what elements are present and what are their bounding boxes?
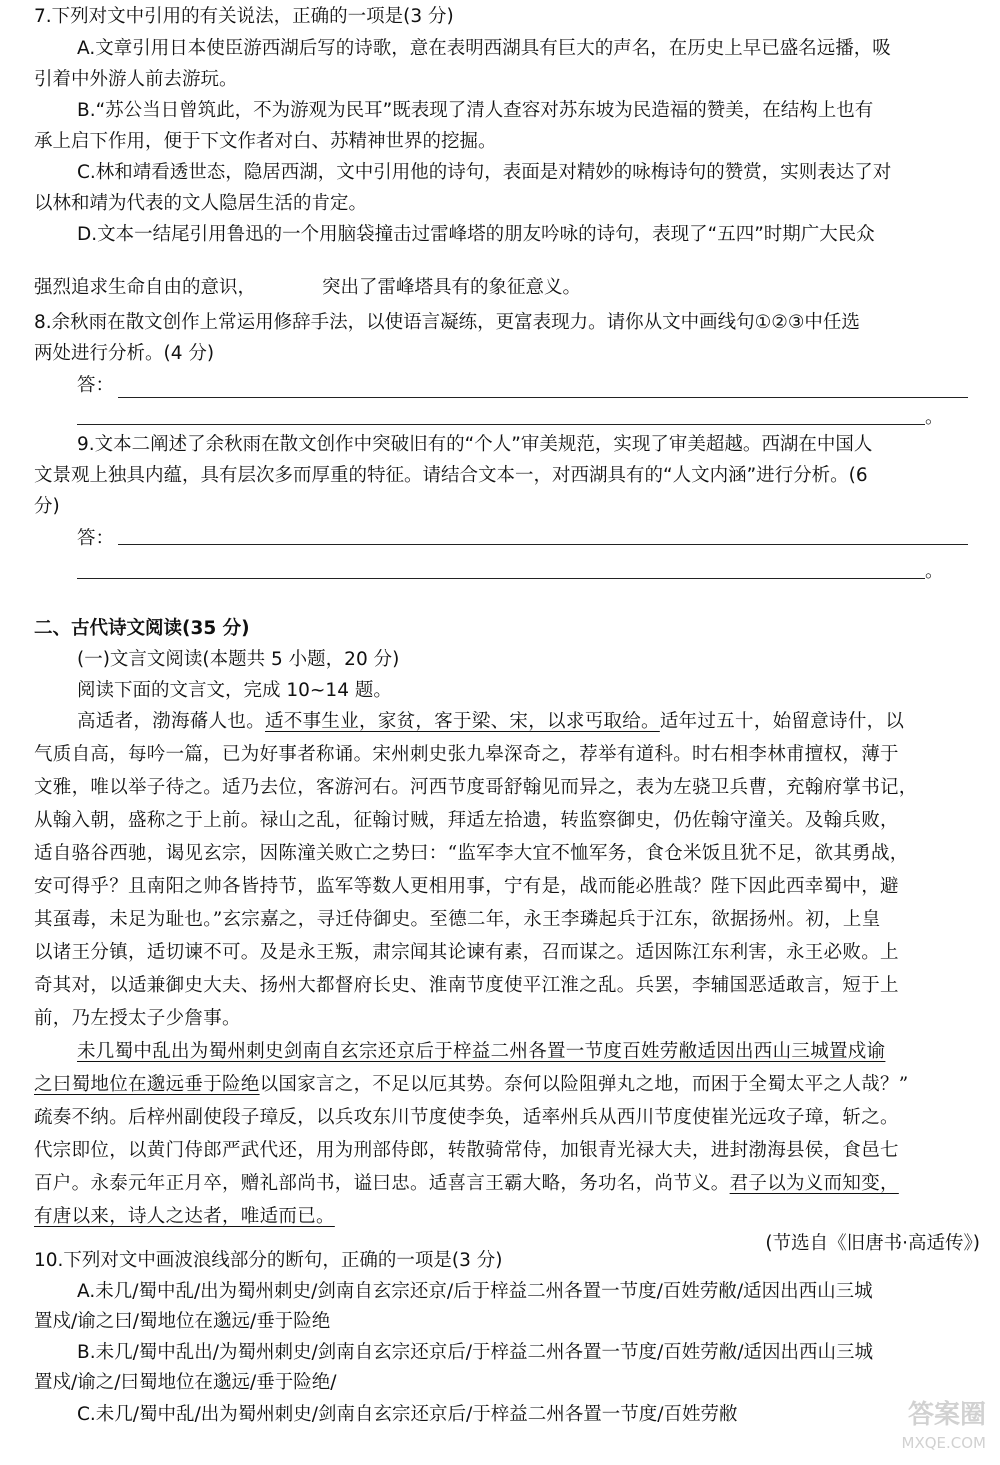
q8-end-mark: 。 <box>925 407 944 428</box>
q8-answer-label: 答： <box>77 375 115 396</box>
q9-stem: 9.文本二阐述了余秋雨在散文创作中突破旧有的“个人”审美规范，实现了审美超越。西湖在中国人 <box>77 434 873 455</box>
watermark-text: 答案圈 <box>907 1400 986 1430</box>
q10-stem: 10.下列对文中画波浪线部分的断句，正确的一项是(3 分) <box>34 1250 503 1271</box>
q9-end-mark: 。 <box>925 561 944 582</box>
section-subtitle: (一)文言文阅读(本题共 5 小题，20 分) <box>77 649 400 670</box>
q10-option-b: B.未几/蜀中乱出/为蜀州刺史/剑南自玄宗还京后/于梓益二州各置一节度/百姓劳敝/适因出西山三城 <box>77 1342 873 1363</box>
q7-option-b-cont: 承上启下作用，便于下文作者对白、苏精神世界的挖掘。 <box>34 131 497 152</box>
passage-line: 其虿毒，未足为耻也。”玄宗嘉之，寻迁侍御史。至德二年，永王李璘起兵于江东，欲据扬州。初，上皇 <box>34 909 881 930</box>
q10-option-c: C.未几/蜀中乱/出为蜀州刺史/剑南自玄宗还京后/于梓益二州各置一节度/百姓劳敝 <box>77 1404 738 1425</box>
q10-option-a: A.未几/蜀中乱/出为蜀州刺史/剑南自玄宗还京/后于梓益二州各置一节度/百姓劳敝/适因出西山三城 <box>77 1281 873 1302</box>
q9-answer-label: 答： <box>77 528 115 549</box>
underlined-sentence: 适不事生业，家贫，客于梁、宋，以求丐取给。 <box>265 711 660 732</box>
q8-answer-line-1[interactable] <box>118 397 968 398</box>
q10-option-a-cont: 置戍/谕之曰/蜀地位在邈远/垂于险绝 <box>34 1311 331 1332</box>
passage-source: (节选自《旧唐书·高适传》) <box>765 1233 980 1254</box>
passage-line <box>77 707 904 737</box>
q9-stem-cont-1: 文景观上独具内蕴，具有层次多而厚重的特征。请结合文本一，对西湖具有的“人文内涵”进行分析。(6 <box>34 465 868 486</box>
q9-stem-cont-2: 分) <box>34 496 60 517</box>
q7-option-b: B.“苏公当日曾筑此，不为游观为民耳”既表现了清人查容对苏东坡为民造福的赞美，在结构上也有 <box>77 100 874 121</box>
q9-answer-line-2[interactable] <box>77 578 925 579</box>
passage-line: 疏奏不纳。后梓州副使段子璋反，以兵攻东川节度使李奂，适率州兵从西川节度使崔光远攻子璋，斩之。 <box>34 1107 899 1128</box>
passage-line: 适自骆谷西驰，谒见玄宗，因陈潼关败亡之势曰：“监军李大宜不恤军务，食仓米饭且犹不足，欲其勇战， <box>34 843 909 864</box>
q7-option-d-cont-1: 强烈追求生命自由的意识， <box>34 277 257 298</box>
q7-option-c-cont: 以林和靖为代表的文人隐居生活的肯定。 <box>34 193 368 214</box>
q7-option-a: A.文章引用日本使臣游西湖后写的诗歌，意在表明西湖具有巨大的声名，在历史上早已盛名远播，吸 <box>77 38 891 59</box>
q8-stem: 8.余秋雨在散文创作上常运用修辞手法，以使语言凝练，更富表现力。请你从文中画线句①②③中任选 <box>34 312 860 333</box>
underlined-sentence: 君子以为义而知变， <box>729 1173 899 1194</box>
q10-option-b-cont: 置戍/谕之/曰蜀地位在邈远/垂于险绝/ <box>34 1372 337 1393</box>
passage-segment: 百户。永泰元年正月卒，赠礼部尚书，谥曰忠。适喜言王霸大略，务功名，尚节义。 <box>34 1173 730 1194</box>
passage-line <box>34 1169 899 1199</box>
passage-segment: 高适者，渤海蓨人也。 <box>77 711 266 732</box>
passage-segment: 适年过五十，始留意诗什，以 <box>659 711 905 732</box>
q7-option-d-cont-2: 突出了雷峰塔具有的象征意义。 <box>322 277 582 298</box>
passage-line: 从翰入朝，盛称之于上前。禄山之乱，征翰讨贼，拜适左拾遗，转监察御史，仍佐翰守潼关。及翰兵败， <box>34 810 899 831</box>
passage-line <box>34 1070 909 1100</box>
q7-option-d: D.文本一结尾引用鲁迅的一个用脑袋撞击过雷峰塔的朋友吟咏的诗句，表现了“五四”时期广大民众 <box>77 224 875 245</box>
q7-option-c: C.林和靖看透世态，隐居西湖，文中引用他的诗句，表面是对精妙的咏梅诗句的赞赏，实则表达了对 <box>77 162 892 183</box>
q7-option-a-cont: 引着中外游人前去游玩。 <box>34 69 238 90</box>
q8-answer-line-2[interactable] <box>77 424 925 425</box>
passage-line: 前，乃左授太子少詹事。 <box>34 1008 241 1029</box>
q7-stem: 7.下列对文中引用的有关说法，正确的一项是(3 分) <box>34 6 454 27</box>
q8-stem-cont: 两处进行分析。(4 分) <box>34 343 215 364</box>
passage-line: 奇其对，以适兼御史大夫、扬州大都督府长史、淮南节度使平江淮之乱。兵罢，李辅国恶适敢言，短于上 <box>34 975 899 996</box>
underlined-sentence: 有唐以来，诗人之达者，唯适而已。 <box>34 1206 335 1227</box>
passage-line: 代宗即位，以黄门侍郎严武代还，用为刑部侍郎，转散骑常侍，加银青光禄大夫，进封渤海县侯，食邑七 <box>34 1140 899 1161</box>
wavy-underlined-sentence: 未几蜀中乱出为蜀州刺史剑南自玄宗还京后于梓益二州各置一节度百姓劳敝适因出西山三城置戍谕 <box>77 1041 886 1062</box>
section-title: 二、古代诗文阅读(35 分) <box>34 618 250 639</box>
watermark-url: MXQE.COM <box>901 1434 986 1452</box>
passage-line: 文雅，唯以举子待之。适乃去位，客游河右。河西节度哥舒翰见而异之，表为左骁卫兵曹，充翰府掌书记， <box>34 777 918 798</box>
passage-line: 安可得乎？且南阳之帅各皆持节，监军等数人更相用事，宁有是，战而能必胜哉？陛下因此西幸蜀中，避 <box>34 876 899 897</box>
q9-answer-line-1[interactable] <box>118 544 968 545</box>
passage-line: 以诸王分镇，适切谏不可。及是永王叛，肃宗闻其论谏有素，召而谋之。适因陈江东利害，永王必败。上 <box>34 942 899 963</box>
section-instruction: 阅读下面的文言文，完成 10~14 题。 <box>77 680 392 701</box>
wavy-underlined-sentence: 之曰蜀地位在邈远垂于险绝 <box>34 1074 260 1095</box>
watermark-logo <box>902 1401 987 1457</box>
passage-line: 气质自高，每吟一篇，已为好事者称诵。宋州刺史张九皋深奇之，荐举有道科。时右相李林甫擅权，薄于 <box>34 744 899 765</box>
passage-segment: 以国家言之，不足以厄其势。奈何以险阻弹丸之地，而困于全蜀太平之人哉？” <box>259 1074 909 1095</box>
